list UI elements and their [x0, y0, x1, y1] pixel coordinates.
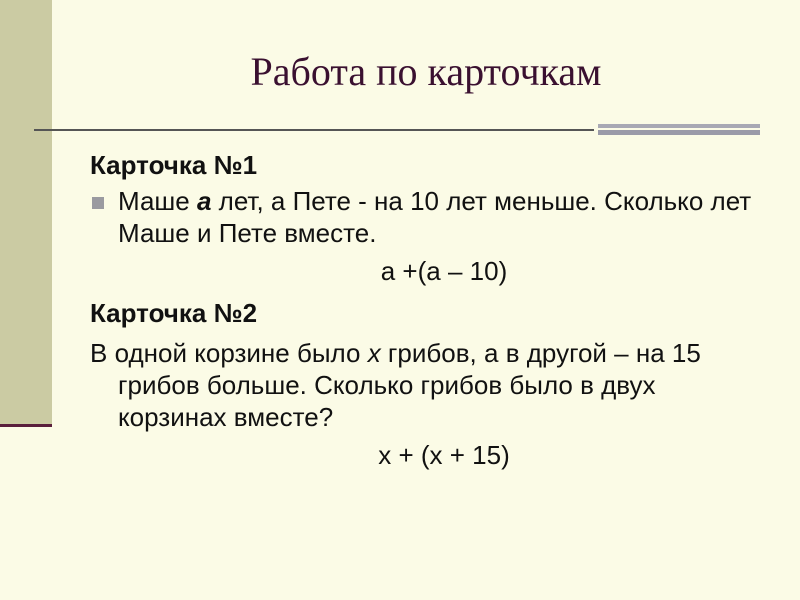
card2-variable: х [367, 338, 381, 368]
square-bullet-icon [92, 197, 104, 209]
card1-heading: Карточка №1 [90, 150, 258, 180]
card2-heading: Карточка №2 [90, 298, 258, 328]
card2-text-part2: грибов, а в другой – на 15 грибов больше. Сколько грибов было в двух корзинах вместе? [118, 338, 701, 432]
card2-task [90, 337, 770, 433]
card2-text-part1: В одной корзине было [90, 338, 368, 368]
card1-text-part2: лет, а Пете - на 10 лет меньше. Сколько лет Маше и Пете вместе. [118, 186, 752, 248]
card1-formula: а +(а – 10) [380, 256, 508, 286]
slide-title: Работа по карточкам [250, 49, 602, 94]
left-decor-bar [0, 0, 52, 425]
card1-task [90, 185, 770, 249]
left-decor-accent-line [0, 424, 52, 427]
card1-text-part1: Маше [118, 186, 197, 216]
slide-body [90, 145, 770, 477]
title-divider-accent [598, 124, 760, 136]
card1-variable: а [196, 186, 212, 216]
card2-formula: х + (х + 15) [378, 440, 510, 470]
title-divider-line [34, 129, 594, 131]
